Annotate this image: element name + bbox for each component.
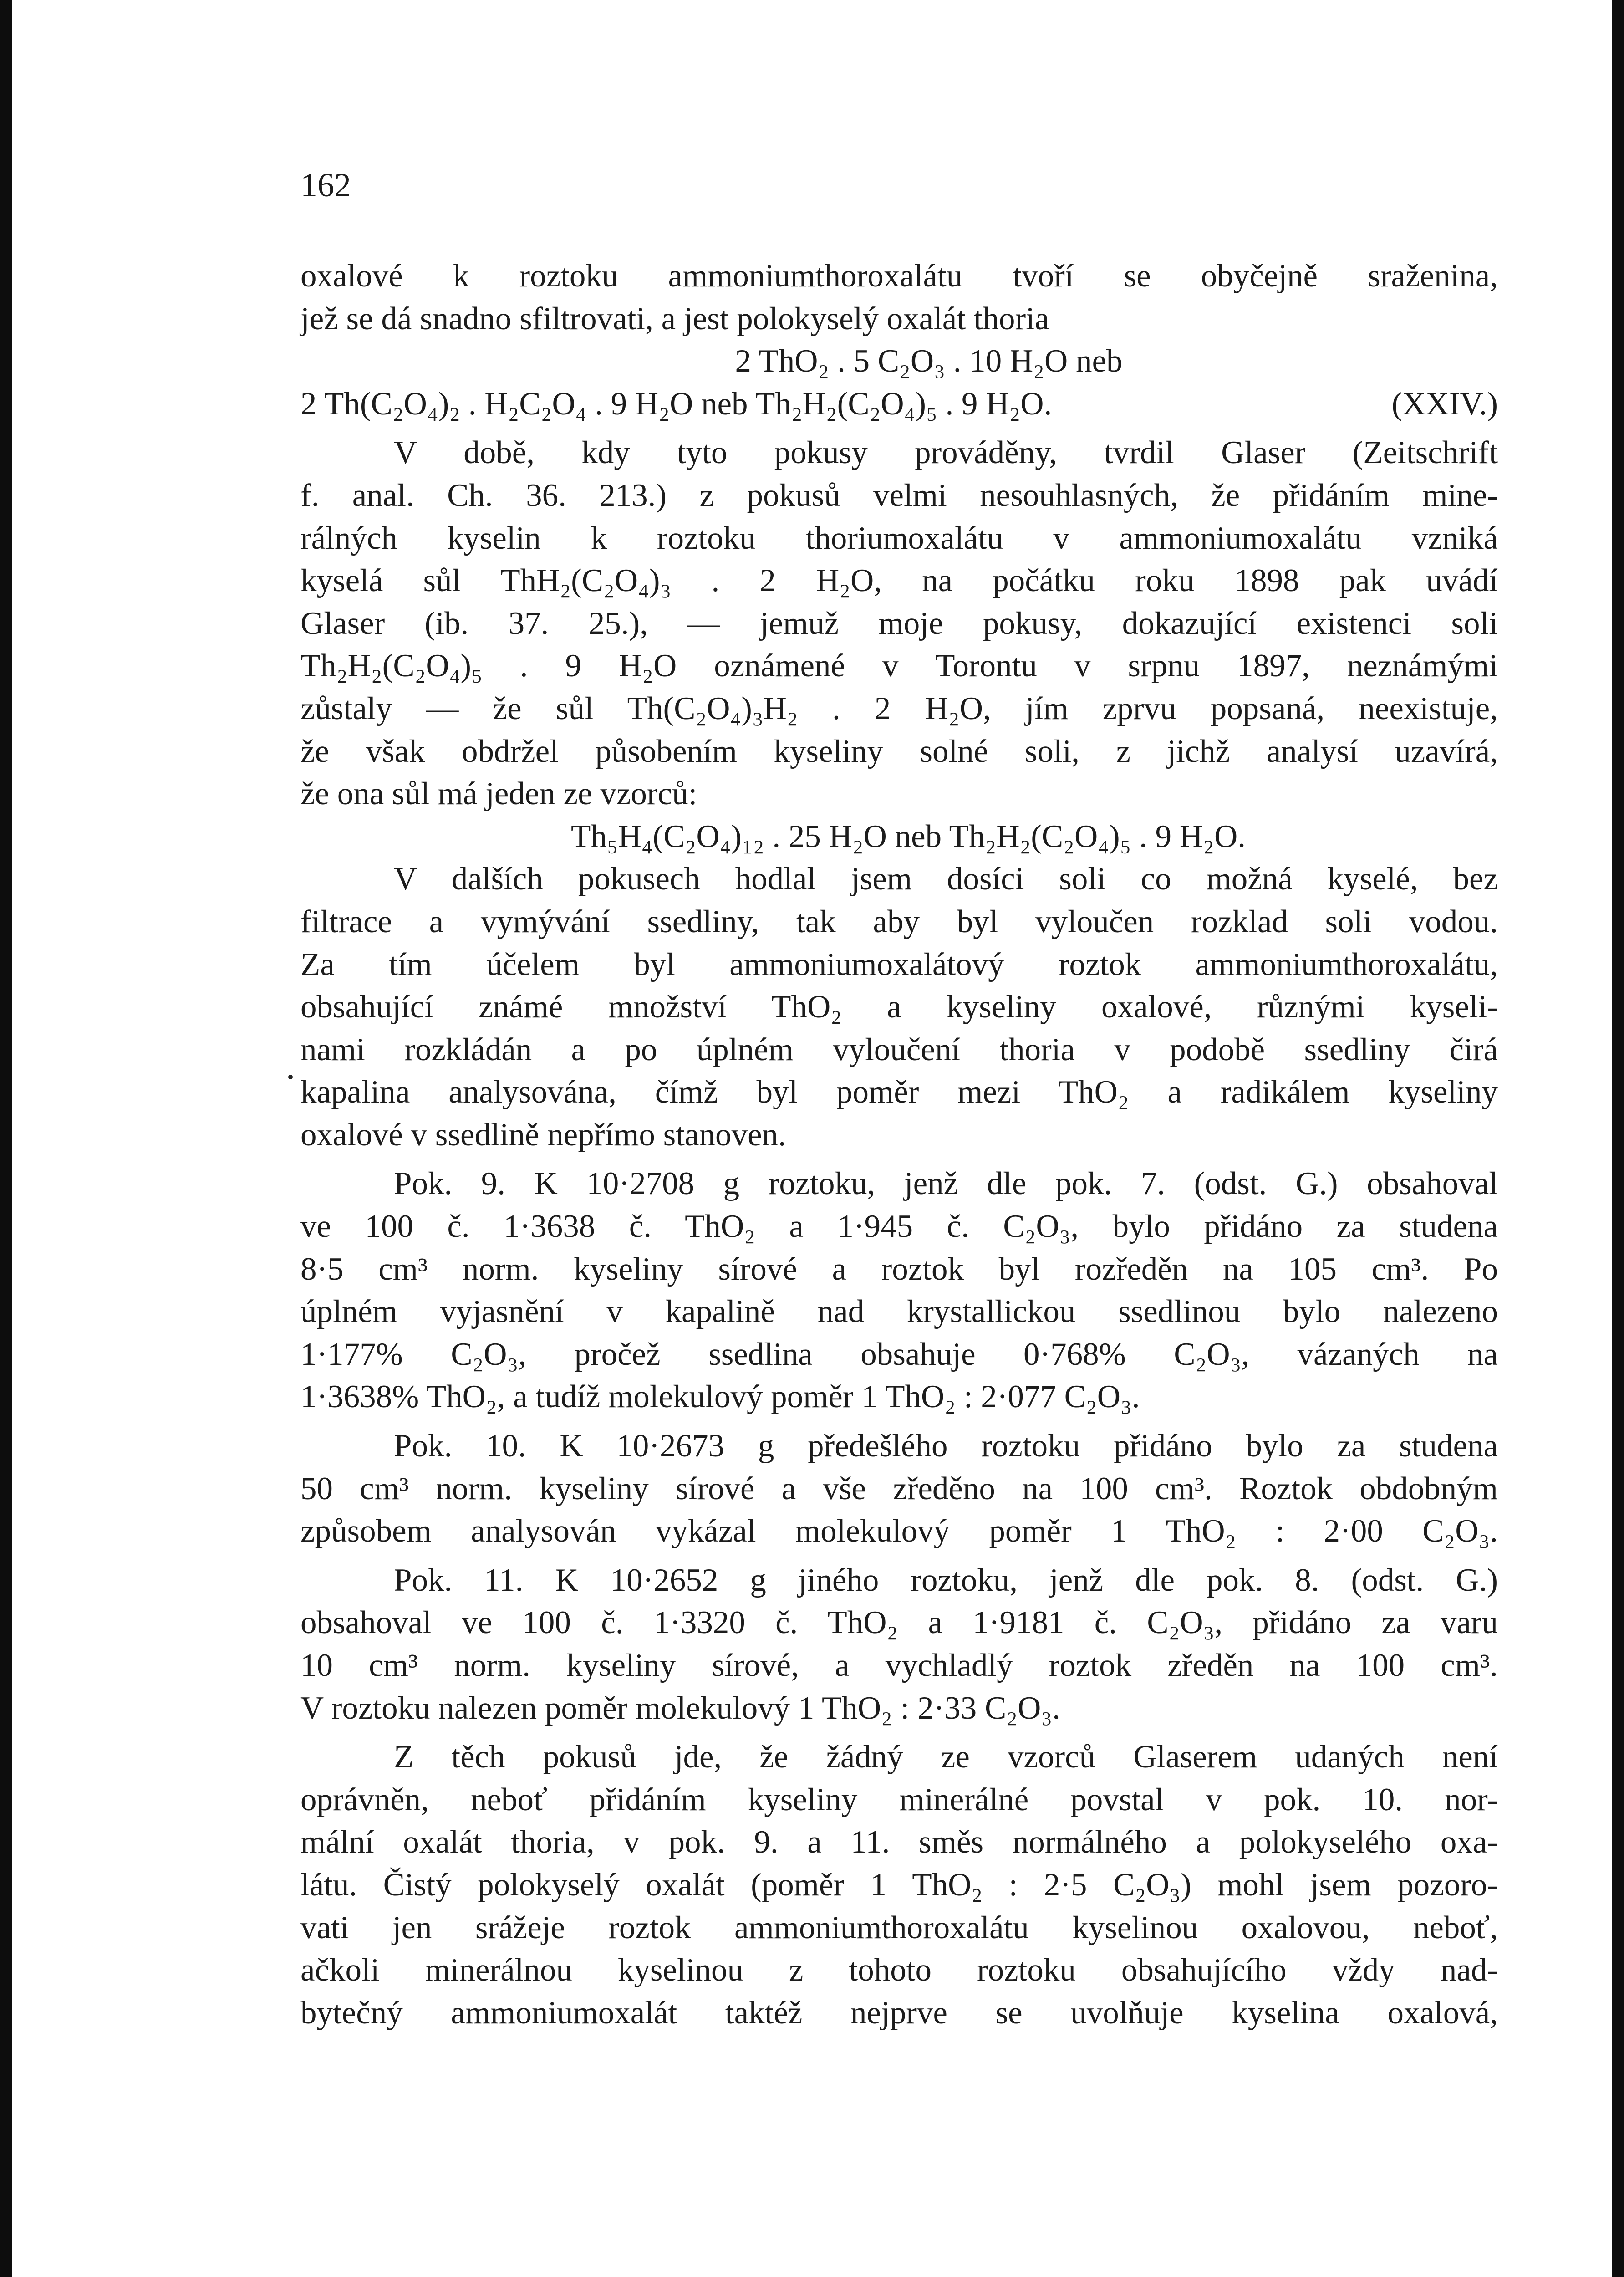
text-line: že však obdržel působením kyseliny solné soli, z jichž analysí uzavírá,: [300, 733, 1498, 769]
text-line: kyselá sůl ThH₂(C₂O₄)₃ . 2 H₂O, na počátku roku 1898 pak uvádí: [300, 563, 1498, 599]
text-line: obsahující známé množství ThO₂ a kyseliny oxalové, různými kyseli-: [300, 989, 1498, 1025]
text-line: oxalové k roztoku ammoniumthoroxalátu tvoří se obyčejně sraženina,: [300, 258, 1498, 294]
text-line: obsahoval ve 100 č. 1·3320 č. ThO₂ a 1·9181 č. C₂O₃, přidáno za varu: [300, 1605, 1498, 1641]
text-line: 8·5 cm³ norm. kyseliny sírové a roztok byl rozředěn na 105 cm³. Po: [300, 1251, 1498, 1287]
text-line: zůstaly — že sůl Th(C₂O₄)₃H₂ . 2 H₂O, jím zprvu popsaná, neexistuje,: [300, 690, 1498, 726]
text-line: 10 cm³ norm. kyseliny sírové, a vychladlý roztok zředěn na 100 cm³.: [300, 1648, 1498, 1683]
text-line: Pok. 10. K 10·2673 g předešlého roztoku přidáno bylo za studena: [394, 1428, 1498, 1464]
text-line: V dalších pokusech hodlal jsem dosíci soli co možná kyselé, bez: [394, 861, 1498, 897]
text-line: mální oxalát thoria, v pok. 9. a 11. směs normálného a polokyselého oxa-: [300, 1824, 1498, 1860]
text-line: rálných kyselin k roztoku thoriumoxalátu v ammoniumoxalátu vzniká: [300, 520, 1498, 556]
scan-speck: [288, 1075, 293, 1079]
text-line: f. anal. Ch. 36. 213.) z pokusů velmi nesouhlasných, že přidáním mine-: [300, 477, 1498, 513]
text-line: oxalové v ssedlině nepřímo stanoven.: [300, 1117, 786, 1153]
text-line: V době, kdy tyto pokusy prováděny, tvrdil Glaser (Zeitschrift: [394, 435, 1498, 471]
text-line: látu. Čistý polokyselý oxalát (poměr 1 ThO₂ : 2·5 C₂O₃) mohl jsem pozoro-: [300, 1867, 1498, 1903]
text-line: vati jen srážeje roztok ammoniumthoroxalátu kyselinou oxalovou, neboť,: [300, 1909, 1498, 1945]
scan-edge-left: [0, 0, 12, 2277]
equation-number: (XXIV.): [1391, 386, 1498, 422]
formula-line: 2 ThO₂ . 5 C₂O₃ . 10 H₂O neb: [735, 343, 1123, 379]
body-text: [300, 255, 1498, 2034]
text-line: jež se dá snadno sfiltrovati, a jest polokyselý oxalát thoria: [300, 301, 1049, 337]
text-line: Glaser (ib. 37. 25.), — jemuž moje pokusy, dokazující existenci soli: [300, 605, 1498, 641]
formula: 2 Th(C₂O₄)₂ . H₂C₂O₄ . 9 H₂O neb Th₂H₂(C₂O₄)₅ . 9 H₂O.: [300, 386, 1052, 422]
text-line: filtrace a vymývání ssedliny, tak aby byl vyloučen rozklad soli vodou.: [300, 904, 1498, 939]
text-line: 50 cm³ norm. kyseliny sírové a vše zředěno na 100 cm³. Roztok obdobným: [300, 1470, 1498, 1506]
text-line: ačkoli minerálnou kyselinou z tohoto roztoku obsahujícího vždy nad-: [300, 1952, 1498, 1988]
formula-line-numbered: [300, 383, 1498, 426]
text-line: Z těch pokusů jde, že žádný ze vzorců Glaserem udaných není: [394, 1739, 1498, 1775]
text-line: ve 100 č. 1·3638 č. ThO₂ a 1·945 č. C₂O₃, bylo přidáno za studena: [300, 1209, 1498, 1245]
text-line: že ona sůl má jeden ze vzorců:: [300, 776, 697, 812]
scan-edge-right: [1612, 0, 1624, 2277]
text-line: Pok. 9. K 10·2708 g roztoku, jenž dle pok. 7. (odst. G.) obsahoval: [394, 1166, 1498, 1202]
text-line: kapalina analysována, čímž byl poměr mezi ThO₂ a radikálem kyseliny: [300, 1074, 1498, 1110]
text-line: Za tím účelem byl ammoniumoxalátový roztok ammoniumthoroxalátu,: [300, 946, 1498, 982]
text-line: Pok. 11. K 10·2652 g jiného roztoku, jenž dle pok. 8. (odst. G.): [394, 1562, 1498, 1598]
text-line: Th₂H₂(C₂O₄)₅ . 9 H₂O oznámené v Torontu v srpnu 1897, neznámými: [300, 648, 1498, 684]
text-line: bytečný ammoniumoxalát taktéž nejprve se uvolňuje kyselina oxalová,: [300, 1995, 1498, 2031]
text-line: 1·3638% ThO₂, a tudíž molekulový poměr 1 ThO₂ : 2·077 C₂O₃.: [300, 1379, 1140, 1415]
text-line: 1·177% C₂O₃, pročež ssedlina obsahuje 0·768% C₂O₃, vázaných na: [300, 1336, 1498, 1372]
text-line: V roztoku nalezen poměr molekulový 1 ThO₂ : 2·33 C₂O₃.: [300, 1690, 1060, 1726]
text-line: oprávněn, neboť přidáním kyseliny minerálné povstal v pok. 10. nor-: [300, 1782, 1498, 1818]
text-line: způsobem analysován vykázal molekulový poměr 1 ThO₂ : 2·00 C₂O₃.: [300, 1513, 1498, 1549]
page-number: 162: [300, 167, 351, 204]
formula-line: Th₅H₄(C₂O₄)₁₂ . 25 H₂O neb Th₂H₂(C₂O₄)₅ . 9 H₂O.: [571, 818, 1246, 854]
text-line: úplném vyjasnění v kapalině nad krystallickou ssedlinou bylo nalezeno: [300, 1294, 1498, 1330]
text-line: nami rozkládán a po úplném vyloučení thoria v podobě ssedliny čirá: [300, 1031, 1498, 1067]
